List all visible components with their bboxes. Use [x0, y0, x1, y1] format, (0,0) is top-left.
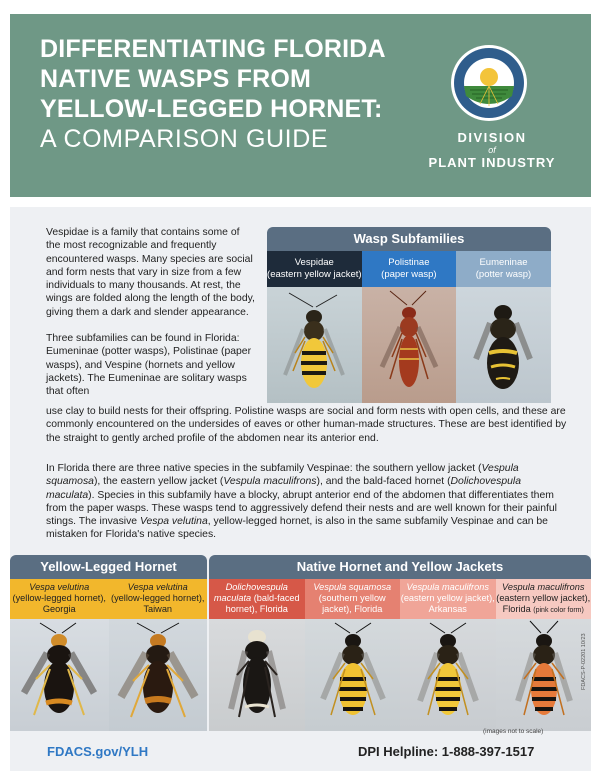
subfamilies-title: Wasp Subfamilies	[267, 227, 551, 251]
ylh-georgia-photo	[10, 619, 109, 731]
subfamily-polistinae: Polistinae (paper wasp)	[362, 251, 457, 403]
intro-paragraph-1: Vespidae is a family that contains some of the most recognizable and frequently encountered wasps. Many species are social and form nests that vary in size from a few individuals to many thousands. At rest, the wings are folded along the length of the body, giving them a dark and slender appearance.	[46, 227, 255, 318]
native-bald-faced-hornet: Dolichovespula maculata (bald-faced hornet), Florida	[209, 579, 305, 731]
ylh-section	[10, 555, 207, 731]
subfamilies-panel	[267, 227, 551, 403]
native-eastern-yellow-jacket-arkansas: Vespula maculifrons (eastern yellow jacket), Arkansas	[400, 579, 496, 731]
intro-paragraph-2-cont: use clay to build nests for their offspring. Polistine wasps are social and form nests with open cells, and these are commonly encountered on the undersides of eaves or other human-made structures. These are best identified by the straight to gently arched profile of the abdomen near its anterior end.	[46, 406, 567, 444]
title-subtitle: A COMPARISON GUIDE	[40, 125, 329, 153]
page-title	[40, 34, 386, 154]
ylh-taiwan-photo	[109, 619, 208, 731]
species-name: Dolichovespula maculata	[46, 476, 521, 501]
not-to-scale-note: (images not to scale)	[483, 728, 544, 735]
species-name: Vespula maculifrons	[223, 476, 317, 488]
ylh-title: Yellow-Legged Hornet	[10, 555, 207, 579]
eastern-yellow-jacket-florida-photo	[496, 619, 592, 731]
document-code: FDACS-P-02201 10/23	[581, 633, 587, 690]
yellow-jacket-photo	[267, 287, 362, 403]
ylh-georgia: Vespa velutina (yellow-legged hornet), Georgia	[10, 579, 109, 731]
southern-yellow-jacket-photo	[305, 619, 401, 731]
paper-wasp-photo	[362, 287, 457, 403]
subfamily-eumeninae: Eumeninae (potter wasp)	[456, 251, 551, 403]
eastern-yellow-jacket-arkansas-photo	[400, 619, 496, 731]
fdacs-seal-logo	[450, 44, 528, 122]
website-link[interactable]: FDACS.gov/YLH	[47, 744, 149, 759]
species-name: Vespula squamosa	[46, 463, 519, 488]
intro-paragraph-3: In Florida there are three native species in the subfamily Vespinae: the southern yellow jacket (Vespula squamosa), the eastern yellow jacket (Vespula maculifrons), and the bald-faced hornet (Dolichovespula maculata). Species in this subfamily have a blocky, abrupt anterior end of the abdomen that differentiates them from the paper wasps. These wasps tend to aggressively defend their nests and are well known for their painful stings. The invasive Vespa velutina, yellow-legged hornet, is also in the same subfamily Vespinae and can be mistaken for Florida's native species.	[46, 463, 557, 541]
native-southern-yellow-jacket: Vespula squamosa (southern yellow jacket), Florida	[305, 579, 401, 731]
bald-faced-hornet-photo	[209, 619, 305, 731]
native-title: Native Hornet and Yellow Jackets	[209, 555, 591, 579]
native-section	[209, 555, 591, 731]
division-logo-text: DIVISION of PLANT INDUSTRY	[428, 130, 556, 170]
title-line-3: YELLOW-LEGGED HORNET:	[40, 95, 383, 123]
helpline: DPI Helpline: 1-888-397-1517	[358, 744, 535, 759]
native-eastern-yellow-jacket-florida: Vespula maculifrons (eastern yellow jacket), Florida (pink color form)	[496, 579, 592, 731]
intro-text	[46, 226, 256, 399]
species-name: Vespa velutina	[139, 516, 208, 528]
subfamily-vespidae: Vespidae (eastern yellow jacket)	[267, 251, 362, 403]
potter-wasp-photo	[456, 287, 551, 403]
title-line-2: NATIVE WASPS FROM	[40, 65, 312, 93]
ylh-taiwan: Vespa velutina (yellow-legged hornet), Taiwan	[109, 579, 208, 731]
intro-paragraph-2: Three subfamilies can be found in Florida: Eumeninae (potter wasps), Polistinae (paper wasps), and Vespine (hornets and yellow jackets). The Eumeninae are solitary wasps that often	[46, 333, 252, 398]
title-line-1: DIFFERENTIATING FLORIDA	[40, 35, 386, 63]
